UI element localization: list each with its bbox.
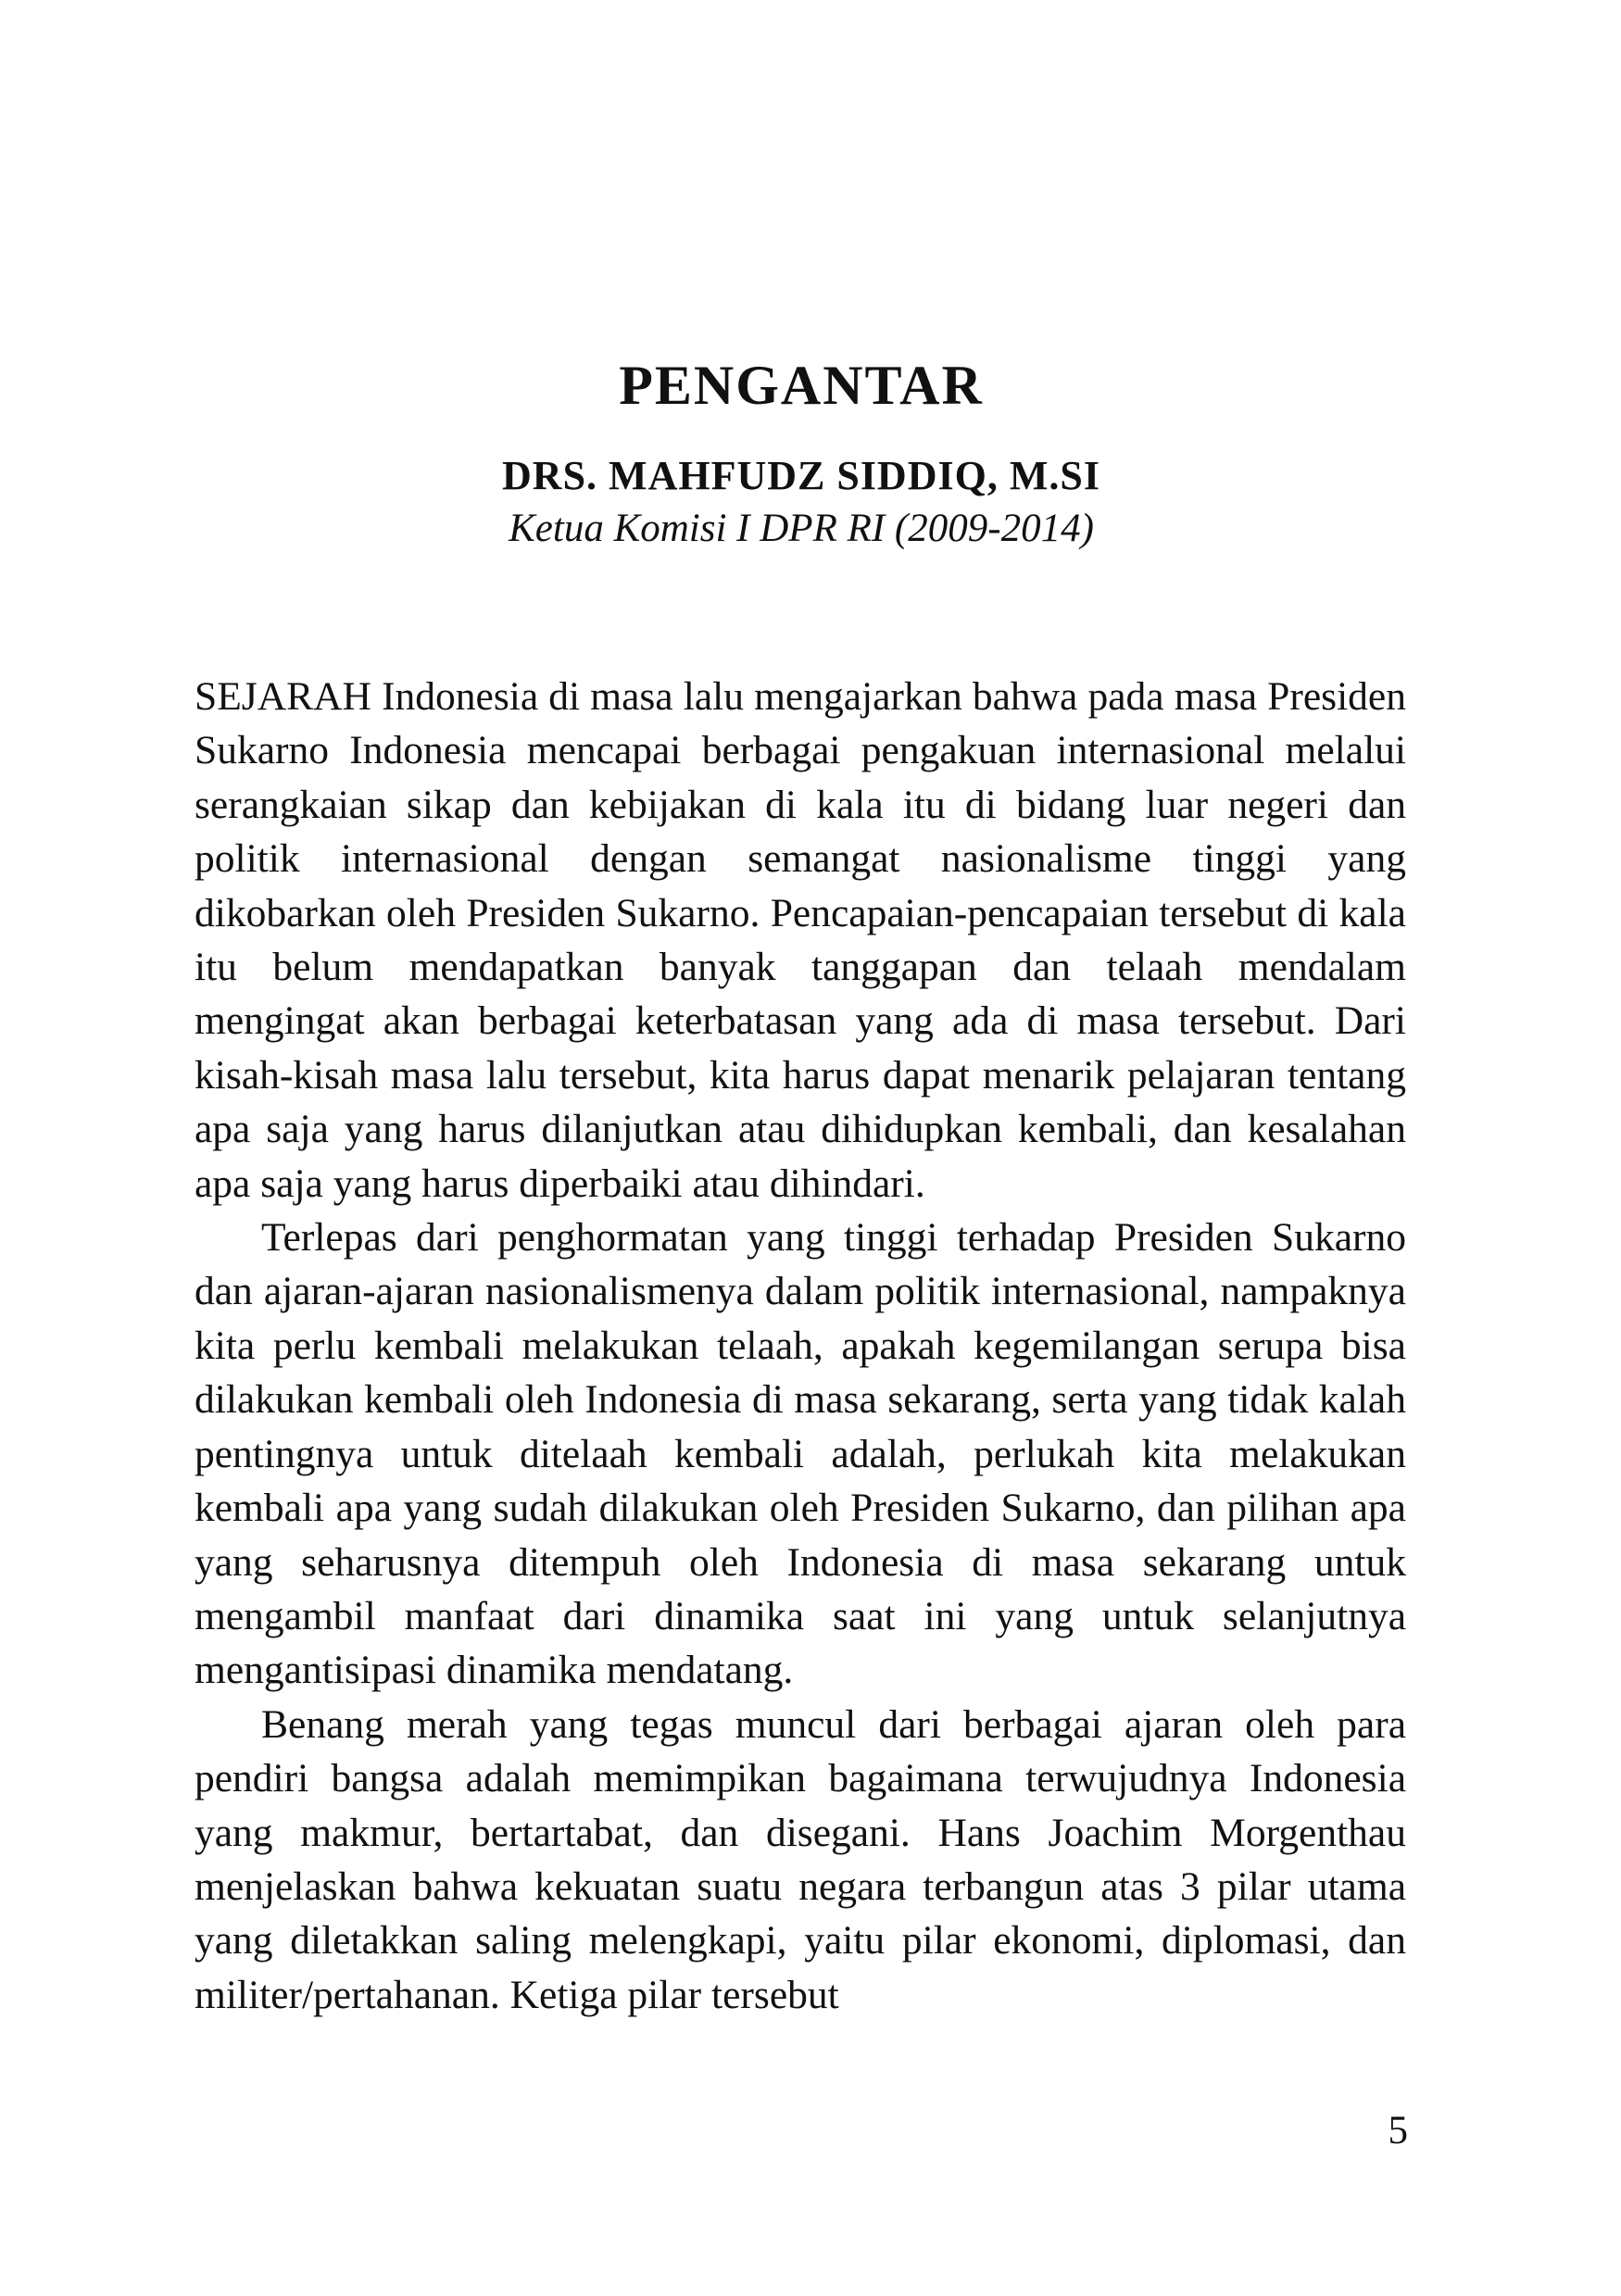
body-text: [195, 670, 1406, 2022]
paragraph-1: SEJARAH Indonesia di masa lalu mengajarkan bahwa pada masa Presiden Sukarno Indonesia mencapai berbagai pengakuan internasional melalui serangkaian sikap dan kebijakan di kala itu di bidang luar negeri dan politik internasional dengan semangat nasionalisme tinggi yang dikobarkan oleh Presiden Sukarno. Pencapaian-pencapaian tersebut di kala itu belum mendapatkan banyak tanggapan dan telaah mendalam mengingat akan berbagai keterbatasan yang ada di masa tersebut. Dari kisah-kisah masa lalu tersebut, kita harus dapat menarik pelajaran tentang apa saja yang harus dilanjutkan atau dihidupkan kembali, dan kesalahan apa saja yang harus diperbaiki atau dihindari.: [195, 674, 1406, 1206]
page-number: 5: [1388, 2109, 1408, 2152]
author-position: Ketua Komisi I DPR RI (2009-2014): [509, 507, 1094, 550]
paragraph-2: Terlepas dari penghormatan yang tinggi terhadap Presiden Sukarno dan ajaran-ajaran nasionalismenya dalam politik internasional, nampaknya kita perlu kembali melakukan telaah, apakah kegemilangan serupa bisa dilakukan kembali oleh Indonesia di masa sekarang, serta yang tidak kalah pentingnya untuk ditelaah kembali adalah, perlukah kita melakukan kembali apa yang sudah dilakukan oleh Presiden Sukarno, dan pilihan apa yang seharusnya ditempuh oleh Indonesia di masa sekarang untuk mengambil manfaat dari dinamika saat ini yang untuk selanjutnya mengantisipasi dinamika mendatang.: [195, 1215, 1406, 1693]
author-name: DRS. MAHFUDZ SIDDIQ, M.SI: [502, 453, 1100, 498]
chapter-title: PENGANTAR: [619, 355, 984, 416]
paragraph-3: Benang merah yang tegas muncul dari berbagai ajaran oleh para pendiri bangsa adalah memimpikan bagaimana terwujudnya Indonesia yang makmur, bertartabat, dan disegani. Hans Joachim Morgenthau menjelaskan bahwa kekuatan suatu negara terbangun atas 3 pilar utama yang diletakkan saling melengkapi, yaitu pilar ekonomi, diplomasi, dan militer/pertahanan. Ketiga pilar tersebut: [195, 1701, 1406, 2017]
